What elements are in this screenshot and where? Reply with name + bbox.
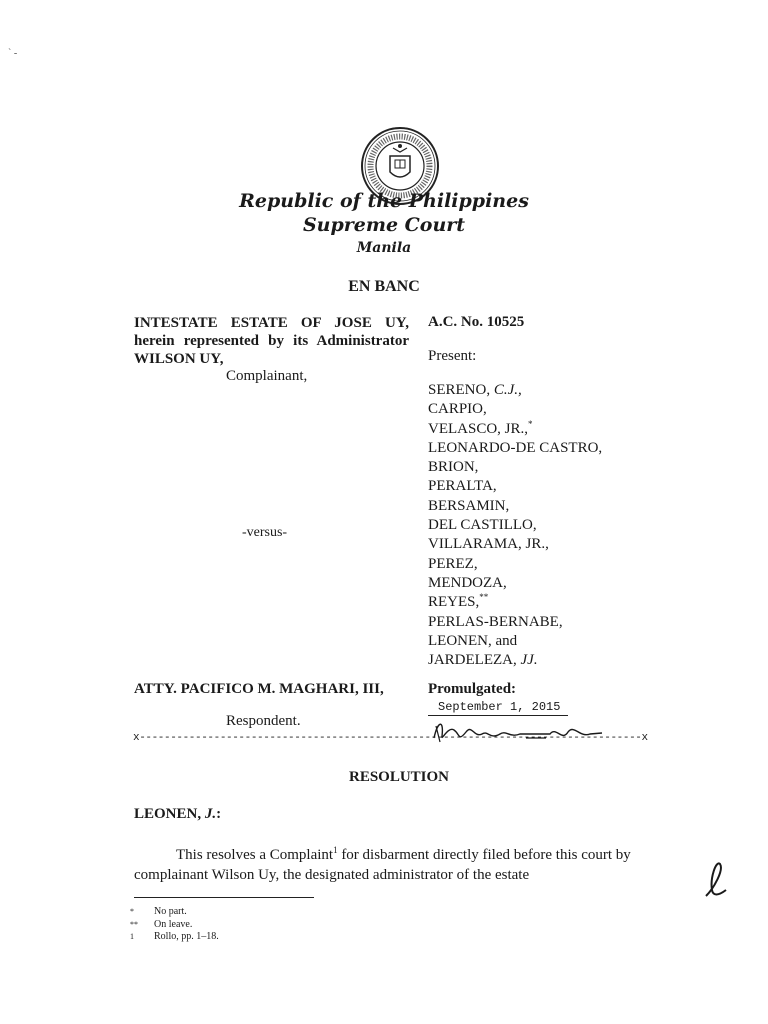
justice-item: LEONARDO-DE CASTRO, xyxy=(428,439,603,456)
justices-list xyxy=(428,381,602,670)
justice-item: BERSAMIN, xyxy=(428,497,510,514)
header-court: Supreme Court xyxy=(302,214,466,236)
document-title: RESOLUTION xyxy=(348,769,450,785)
respondent-name: ATTY. PACIFICO M. MAGHARI, III, xyxy=(134,681,384,697)
promulgated-date: September 1, 2015 xyxy=(438,700,561,714)
header-republic: Republic of the Philippines xyxy=(239,190,529,212)
body-paragraph: This resolves a Complaint$^1$ for disbarment directly filed before this court by complainant Wilson Uy, the designated administrator of the estate xyxy=(134,845,631,883)
justice-item: BRION, xyxy=(428,459,479,476)
justice-item: CARPIO, xyxy=(428,401,487,418)
complainant-name: INTESTATE ESTATE OF JOSE UY, herein represented by its Administrator WILSON UY, xyxy=(134,315,409,367)
ponente: LEONEN, J.: xyxy=(134,806,222,822)
justice-item: JARDELEZA, JJ. xyxy=(428,652,538,669)
justice-item: VELASCO, JR.,* xyxy=(428,418,533,437)
footnote-item: 1 Rollo, pp. 1–18. xyxy=(130,931,219,942)
footnote-ref: 1 xyxy=(333,845,338,855)
footnote-item: ** On leave. xyxy=(130,918,193,930)
justice-item: SERENO, C.J., xyxy=(428,382,522,398)
justice-item: PERLAS-BERNABE, xyxy=(428,613,563,630)
footnote-rule xyxy=(134,897,314,898)
versus-label: -versus- xyxy=(242,525,288,540)
complainant-role: Complainant, xyxy=(226,368,308,384)
justice-item: LEONEN, and xyxy=(428,632,518,649)
header-city: Manila xyxy=(356,240,412,256)
caption-separator: x---------------------------------------------------------------------------------x xyxy=(133,732,648,744)
scan-speck: ` - xyxy=(8,48,18,59)
present-label: Present: xyxy=(428,348,477,364)
handwritten-initial-icon xyxy=(700,860,730,900)
promulgated-label: Promulgated: xyxy=(428,681,517,697)
justice-item: VILLARAMA, JR., xyxy=(428,536,549,553)
justice-item: PERALTA, xyxy=(428,478,497,495)
justice-item: MENDOZA, xyxy=(428,574,507,591)
case-number: A.C. No. 10525 xyxy=(428,314,525,330)
footnote-item: * No part. xyxy=(130,906,187,917)
justice-item: PEREZ, xyxy=(428,555,478,572)
justice-item: REYES,** xyxy=(428,592,489,611)
division-heading: EN BANC xyxy=(348,278,420,295)
respondent-role: Respondent. xyxy=(226,713,301,729)
justice-item: DEL CASTILLO, xyxy=(428,517,537,534)
footnotes xyxy=(130,906,219,944)
